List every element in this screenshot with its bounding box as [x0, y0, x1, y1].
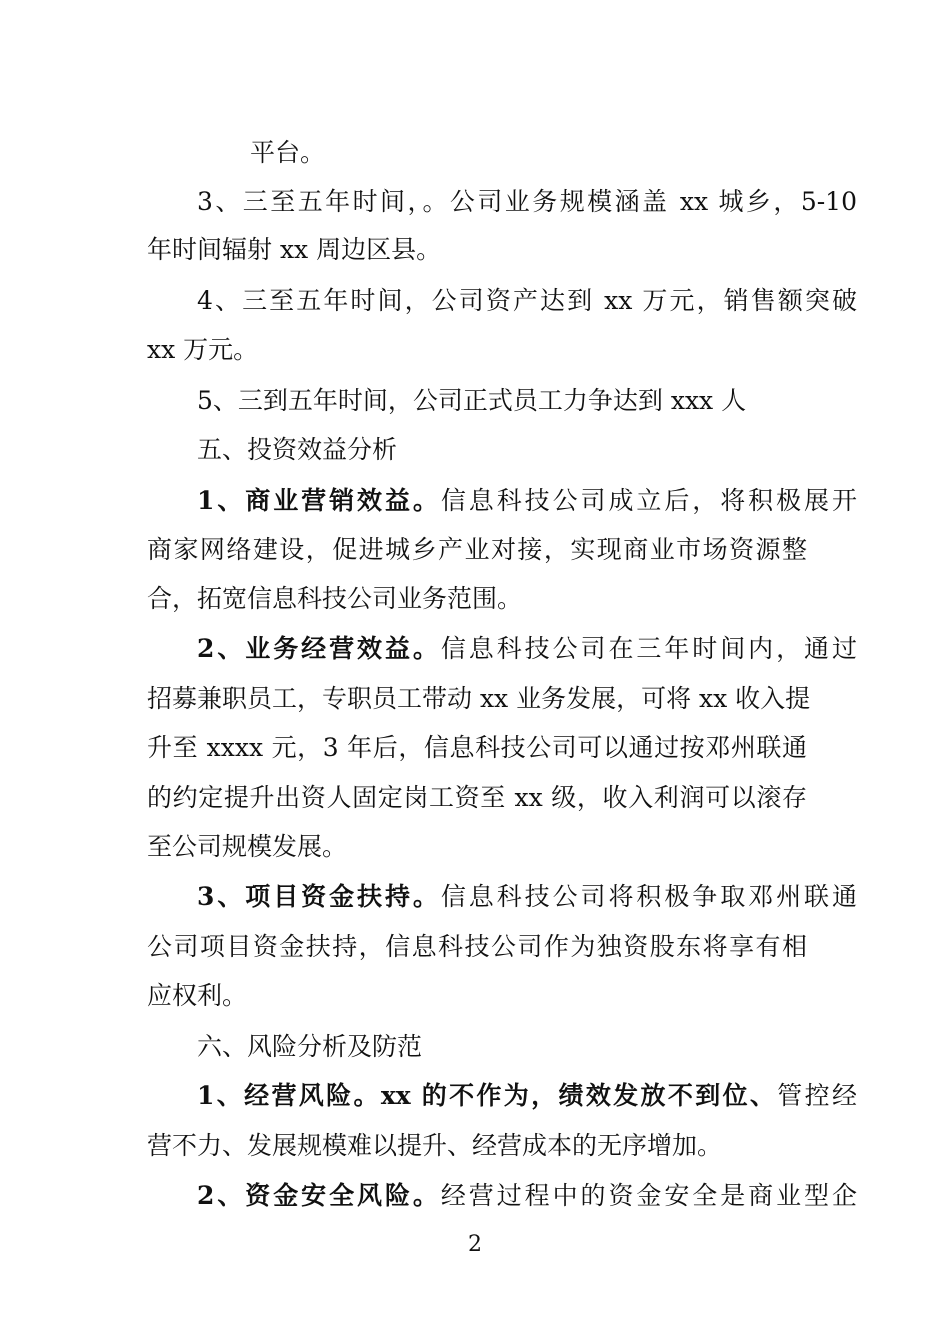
- section-heading: 五、投资效益分析: [197, 435, 398, 464]
- paragraph-line: 营不力、发展规模难以提升、经营成本的无序增加。: [147, 1131, 723, 1160]
- paragraph-line: xx 万元。: [147, 335, 259, 364]
- paragraph-line: 应权利。: [147, 981, 248, 1010]
- paragraph-line: 1、经营风险。xx 的不作为，绩效发放不到位、管控经: [197, 1081, 857, 1110]
- paragraph-line: 3、三至五年时间，。公司业务规模涵盖 xx 城乡，5-10: [197, 187, 857, 216]
- paragraph-line: 4、三至五年时间，公司资产达到 xx 万元，销售额突破: [197, 286, 857, 315]
- paragraph-lead: 1、商业营销效益。: [197, 486, 441, 515]
- paragraph-line: 年时间辐射 xx 周边区县。: [147, 235, 442, 264]
- paragraph-line: 平台。: [250, 138, 326, 167]
- paragraph-lead: 2、资金安全风险。: [197, 1181, 441, 1210]
- paragraph-line: 2、资金安全风险。经营过程中的资金安全是商业型企: [197, 1181, 857, 1210]
- paragraph-lead: 3、项目资金扶持。: [197, 882, 441, 911]
- paragraph-line: 2、业务经营效益。信息科技公司在三年时间内，通过: [197, 634, 857, 663]
- paragraph-line: 5、三到五年时间，公司正式员工力争达到 xxx 人: [197, 386, 747, 415]
- paragraph-line: 1、商业营销效益。信息科技公司成立后，将积极展开: [197, 486, 857, 515]
- paragraph-lead: 2、业务经营效益。: [197, 634, 441, 663]
- paragraph-line: 招募兼职员工，专职员工带动 xx 业务发展，可将 xx 收入提: [147, 684, 811, 713]
- paragraph-line: 商家网络建设，促进城乡产业对接，实现商业市场资源整: [147, 535, 807, 564]
- paragraph-lead: 1、经营风险。xx 的不作为，绩效发放不到位、: [197, 1081, 778, 1110]
- paragraph-line: 公司项目资金扶持，信息科技公司作为独资股东将享有相: [147, 932, 807, 961]
- paragraph-line: 的约定提升出资人固定岗工资至 xx 级，收入利润可以滚存: [147, 783, 807, 812]
- section-heading: 六、风险分析及防范: [197, 1032, 423, 1061]
- paragraph-line: 3、项目资金扶持。信息科技公司将积极争取邓州联通: [197, 882, 857, 911]
- paragraph-line: 升至 xxxx 元，3 年后，信息科技公司可以通过按邓州联通: [147, 733, 807, 762]
- paragraph-line: 合，拓宽信息科技公司业务范围。: [147, 584, 523, 613]
- paragraph-line: 至公司规模发展。: [147, 832, 348, 861]
- page-number: 2: [468, 1232, 482, 1257]
